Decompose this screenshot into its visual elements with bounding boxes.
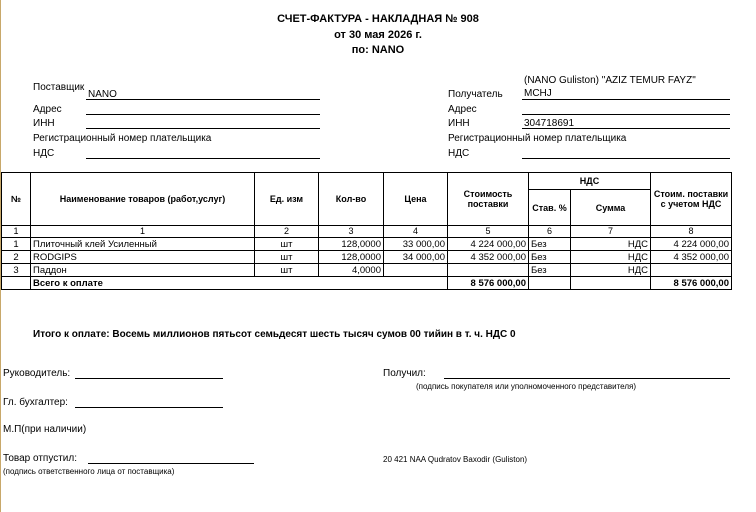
col-num: 2 (255, 226, 319, 238)
supplier-nds-line (86, 158, 320, 159)
row-qty: 128,0000 (319, 238, 384, 251)
supplier-inn-label: ИНН (33, 118, 55, 129)
released-note: (подпись ответственного лица от поставщика) (3, 467, 175, 476)
header-cost: Стоимость поставки (448, 173, 529, 226)
column-number-row (2, 226, 732, 238)
table-row (2, 238, 732, 251)
director-label: Руководитель: (3, 368, 71, 379)
header-qty: Кол-во (319, 173, 384, 226)
row-sum: НДС (571, 238, 651, 251)
supplier-nds-label: НДС (33, 148, 55, 159)
col-num: 6 (529, 226, 571, 238)
supplier-name: NANO (88, 89, 117, 100)
stamp-label: М.П(при наличии) (3, 424, 87, 435)
row-cost (448, 264, 529, 277)
header-rate: Став. % (529, 190, 571, 226)
header-sum: Сумма (571, 190, 651, 226)
proxy-text: 20 421 NAA Qudratov Baxodir (Guliston) (383, 455, 528, 464)
row-sum: НДС (571, 251, 651, 264)
invoice-contract: по: NANO (351, 44, 405, 56)
row-cost: 4 224 000,00 (448, 238, 529, 251)
header-price: Цена (384, 173, 448, 226)
table-row (2, 264, 732, 277)
row-total: 4 224 000,00 (651, 238, 732, 251)
row-rate: Без (529, 264, 571, 277)
row-unit: шт (255, 264, 319, 277)
col-num: 1 (2, 226, 31, 238)
table-row (2, 251, 732, 264)
accountant-label: Гл. бухгалтер: (3, 397, 68, 408)
receiver-address-label: Адрес (448, 104, 477, 115)
row-sum: НДС (571, 264, 651, 277)
director-signature-line (75, 378, 223, 379)
total-cost: 8 576 000,00 (448, 277, 529, 290)
total-label: Всего к оплате (31, 277, 448, 290)
row-price: 33 000,00 (384, 238, 448, 251)
header-name: Наименование товаров (работ,услуг) (31, 173, 255, 226)
row-qty: 128,0000 (319, 251, 384, 264)
row-total: 4 352 000,00 (651, 251, 732, 264)
header-unit: Ед. изм (255, 173, 319, 226)
supplier-address-label: Адрес (33, 104, 62, 115)
total-in-words: Итого к оплате: Восемь миллионов пятьсот семьдесят шесть тысяч сумов 00 тийин в т. ч. НДС 0 (33, 329, 516, 340)
supplier-address-line (86, 114, 320, 115)
col-num: 7 (571, 226, 651, 238)
col-num: 5 (448, 226, 529, 238)
row-price: 34 000,00 (384, 251, 448, 264)
row-unit: шт (255, 251, 319, 264)
invoice-date: от 30 мая 2026 г. (334, 29, 422, 41)
col-num: 1 (31, 226, 255, 238)
receiver-name-line1: (NANO Guliston) "AZIZ TEMUR FAYZ" (524, 75, 696, 86)
row-total (651, 264, 732, 277)
total-total: 8 576 000,00 (651, 277, 732, 290)
row-no: 2 (2, 251, 31, 264)
table-header-row (2, 173, 732, 190)
accountant-signature-line (75, 407, 223, 408)
row-name: RODGIPS (31, 251, 255, 264)
row-rate: Без (529, 251, 571, 264)
row-cost: 4 352 000,00 (448, 251, 529, 264)
receiver-name-underline (522, 99, 730, 100)
receiver-name-line2: MCHJ (524, 88, 552, 99)
supplier-reg-label: Регистрационный номер плательщика (33, 133, 212, 144)
col-num: 4 (384, 226, 448, 238)
received-label: Получил: (383, 368, 426, 379)
row-rate: Без (529, 238, 571, 251)
released-label: Товар отпустил: (3, 453, 77, 464)
received-signature-line (444, 378, 730, 379)
row-name: Плиточный клей Усиленный (31, 238, 255, 251)
released-signature-line (88, 463, 254, 464)
header-total: Стоим. поставки с учетом НДС (651, 173, 732, 226)
receiver-nds-label: НДС (448, 148, 470, 159)
header-no: № (2, 173, 31, 226)
supplier-name-line (86, 99, 320, 100)
col-num: 8 (651, 226, 732, 238)
invoice-table (1, 172, 732, 290)
invoice-title: СЧЕТ-ФАКТУРА - НАКЛАДНАЯ № 908 (277, 13, 479, 25)
row-no: 1 (2, 238, 31, 251)
receiver-nds-line (522, 158, 730, 159)
header-nds: НДС (529, 173, 651, 190)
received-note: (подпись покупателя или уполномоченного представителя) (416, 382, 637, 391)
table-total-row (2, 277, 732, 290)
col-num: 3 (319, 226, 384, 238)
row-qty: 4,0000 (319, 264, 384, 277)
supplier-label: Поставщик (33, 82, 85, 93)
receiver-inn-label: ИНН (448, 118, 470, 129)
receiver-label: Получатель (448, 89, 503, 100)
row-name: Паддон (31, 264, 255, 277)
receiver-inn-value: 304718691 (524, 118, 575, 129)
row-unit: шт (255, 238, 319, 251)
supplier-inn-line (86, 128, 320, 129)
receiver-address-line (522, 114, 730, 115)
receiver-reg-label: Регистрационный номер плательщика (448, 133, 627, 144)
row-no: 3 (2, 264, 31, 277)
row-price (384, 264, 448, 277)
receiver-inn-line (522, 128, 730, 129)
